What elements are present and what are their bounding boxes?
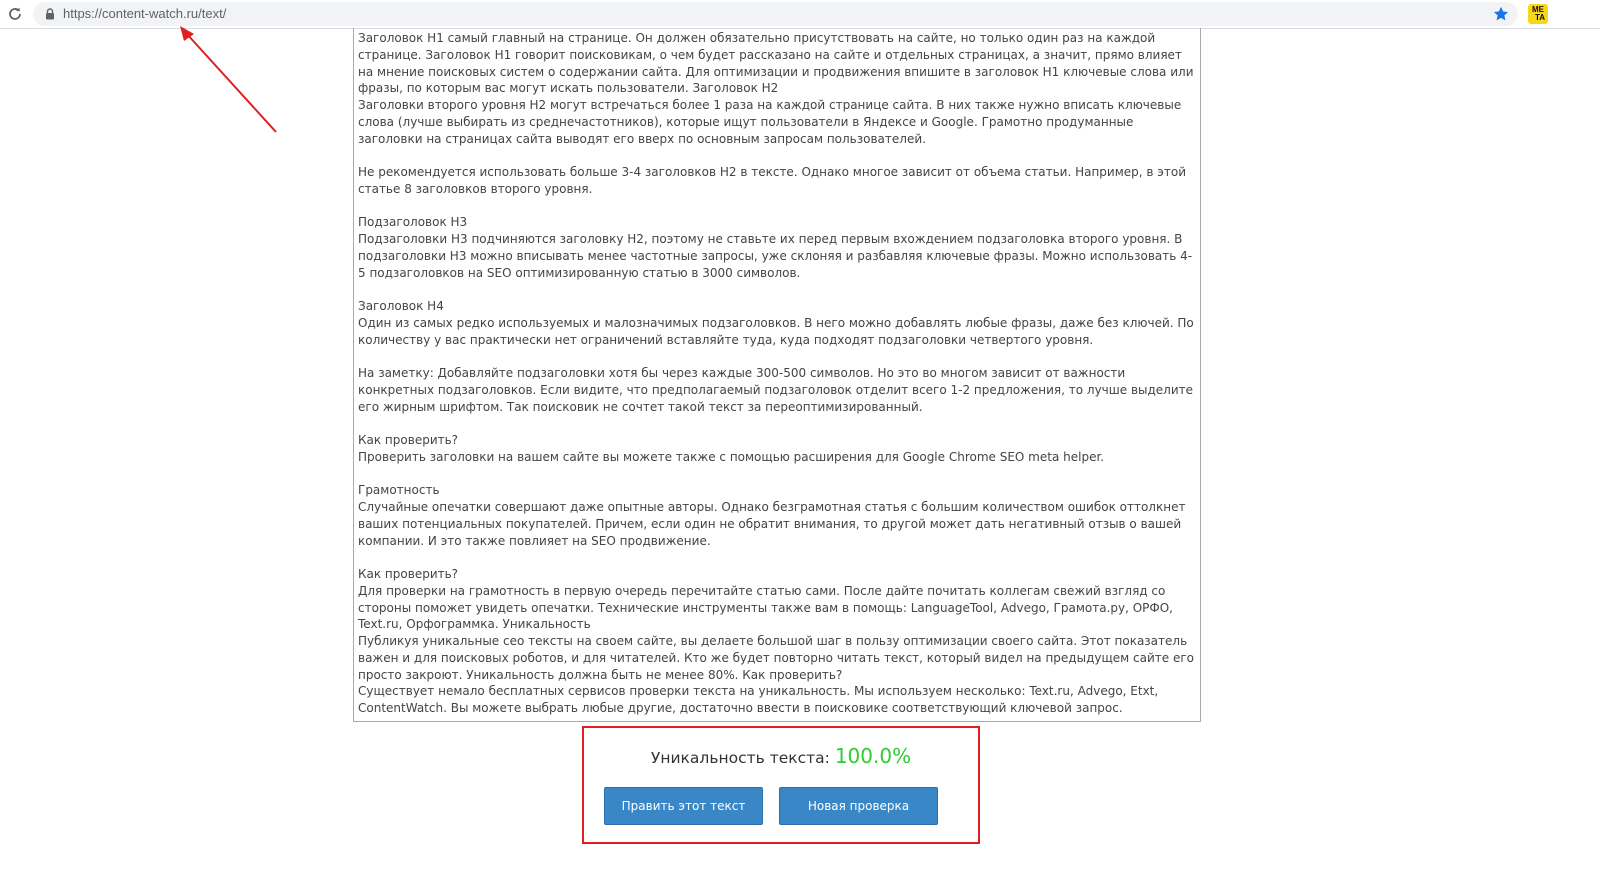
lock-icon — [43, 7, 57, 21]
uniqueness-label: Уникальность текста: — [650, 749, 835, 767]
paragraph: Заголовок H1 самый главный на странице. Он должен обязательно присутствовать на сайте, но только один раз на каждой странице. Заголовок H1 говорит поисковикам, о чем будет рассказано на сайте и отдельных страницах, а значит, прямо влияет на мнение поисковых систем о содержании сайта. Для оптимизации и продвижения впишите в заголовок H1 ключевые слова или фразы, по которым вас могут искать пользователи. Заголовок H2 Заголовки второго уровня H2 могут встречаться более 1 раза на каждой странице сайта. В них также нужно вписать ключевые слова (лучше выбирать из среднечастотников), которые ищут пользователи в Яндексе и Google. Грамотно продуманные заголовки на страницах сайта выводят его вверх по основным запросам пользователей. — [358, 31, 1194, 146]
extension-label-line1: ME — [1532, 5, 1544, 14]
url-text[interactable]: https://content-watch.ru/text/ — [63, 6, 227, 21]
meta-extension-icon[interactable] — [1528, 4, 1548, 24]
uniqueness-result-panel — [582, 726, 980, 844]
paragraph: Как проверить? Для проверки на грамотность в первую очередь перечитайте статью сами. После дайте почитать коллегам свежий взгляд со стороны поможет увидеть опечатки. Технические инструменты также вам в помощь: LanguageTool, Advego, Грамота.ру, ОРФО, Text.ru, Орфограммка. Уникальность Публикуя уникальные сео тексты на своем сайте, вы делаете большой шаг в пользу оптимизации своего сайта. Этот показатель важен и для поисковых роботов, и для читателей. Кто же будет повторно читать текст, который видел на предыдущем сайте его просто закроют. Уникальность должна быть не менее 80%. Как проверить? Существует немало бесплатных сервисов проверки текста на уникальность. Мы используем несколько: Text.ru, Advego, Etxt, ContentWatch. Вы можете выбрать любые другие, достаточно ввести в поисковике соответствующий ключевой запрос. — [358, 567, 1194, 715]
edit-text-button[interactable]: Править этот текст — [604, 787, 763, 825]
paragraph: Подзаголовок H3 Подзаголовки H3 подчиняются заголовку H2, поэтому не ставьте их перед первым вхождением подзаголовка второго уровня. В подзаголовки H3 можно вписывать менее частотные запросы, уже склоняя и разбавляя ключевые фразы. Можно использовать 4-5 подзаголовков на SEO оптимизированную статью в 3000 символов. — [358, 215, 1193, 280]
new-check-button[interactable]: Новая проверка — [779, 787, 938, 825]
paragraph: Заголовок H4 Один из самых редко используемых и малозначимых подзаголовков. В него можно добавлять любые фразы, даже без ключей. По количеству у вас практически нет ограничений вставляйте туда, куда подходят подзаголовки четвертого уровня. — [358, 299, 1194, 347]
address-bar[interactable] — [33, 2, 1518, 26]
extension-label-line2: TA — [1534, 13, 1546, 22]
paragraph: На заметку: Добавляйте подзаголовки хотя бы через каждые 300-500 символов. Но это во многом зависит от важности конкретных подзаголовков. Если видите, что предполагаемый подзаголовок отделит всего 1-2 предложения, то лучше выделите его жирным шрифтом. Так поисковик не сочтет такой текст за переоптимизированный. — [358, 366, 1194, 414]
paragraph: Грамотность Случайные опечатки совершают даже опытные авторы. Однако безграмотная статья с большим количеством ошибок оттолкнет ваших потенциальных покупателей. Причем, если один не обратит внимания, то другой может дать негативный отзыв о вашей компании. И это также повлияет на SEO продвижение. — [358, 483, 1186, 548]
uniqueness-value: 100.0% — [834, 744, 912, 768]
bookmark-star-icon[interactable] — [1492, 5, 1510, 23]
browser-toolbar — [0, 0, 1600, 29]
uniqueness-score — [584, 744, 978, 768]
paragraph: Не рекомендуется использовать больше 3-4 заголовков H2 в тексте. Однако многое зависит от объема статьи. Например, в этой статье 8 заголовков второго уровня. — [358, 165, 1187, 196]
reload-icon[interactable] — [5, 4, 25, 24]
article-textarea[interactable] — [353, 28, 1201, 722]
paragraph: Как проверить? Проверить заголовки на вашем сайте вы можете также с помощью расширения для Google Chrome SEO meta helper. — [358, 433, 1105, 464]
